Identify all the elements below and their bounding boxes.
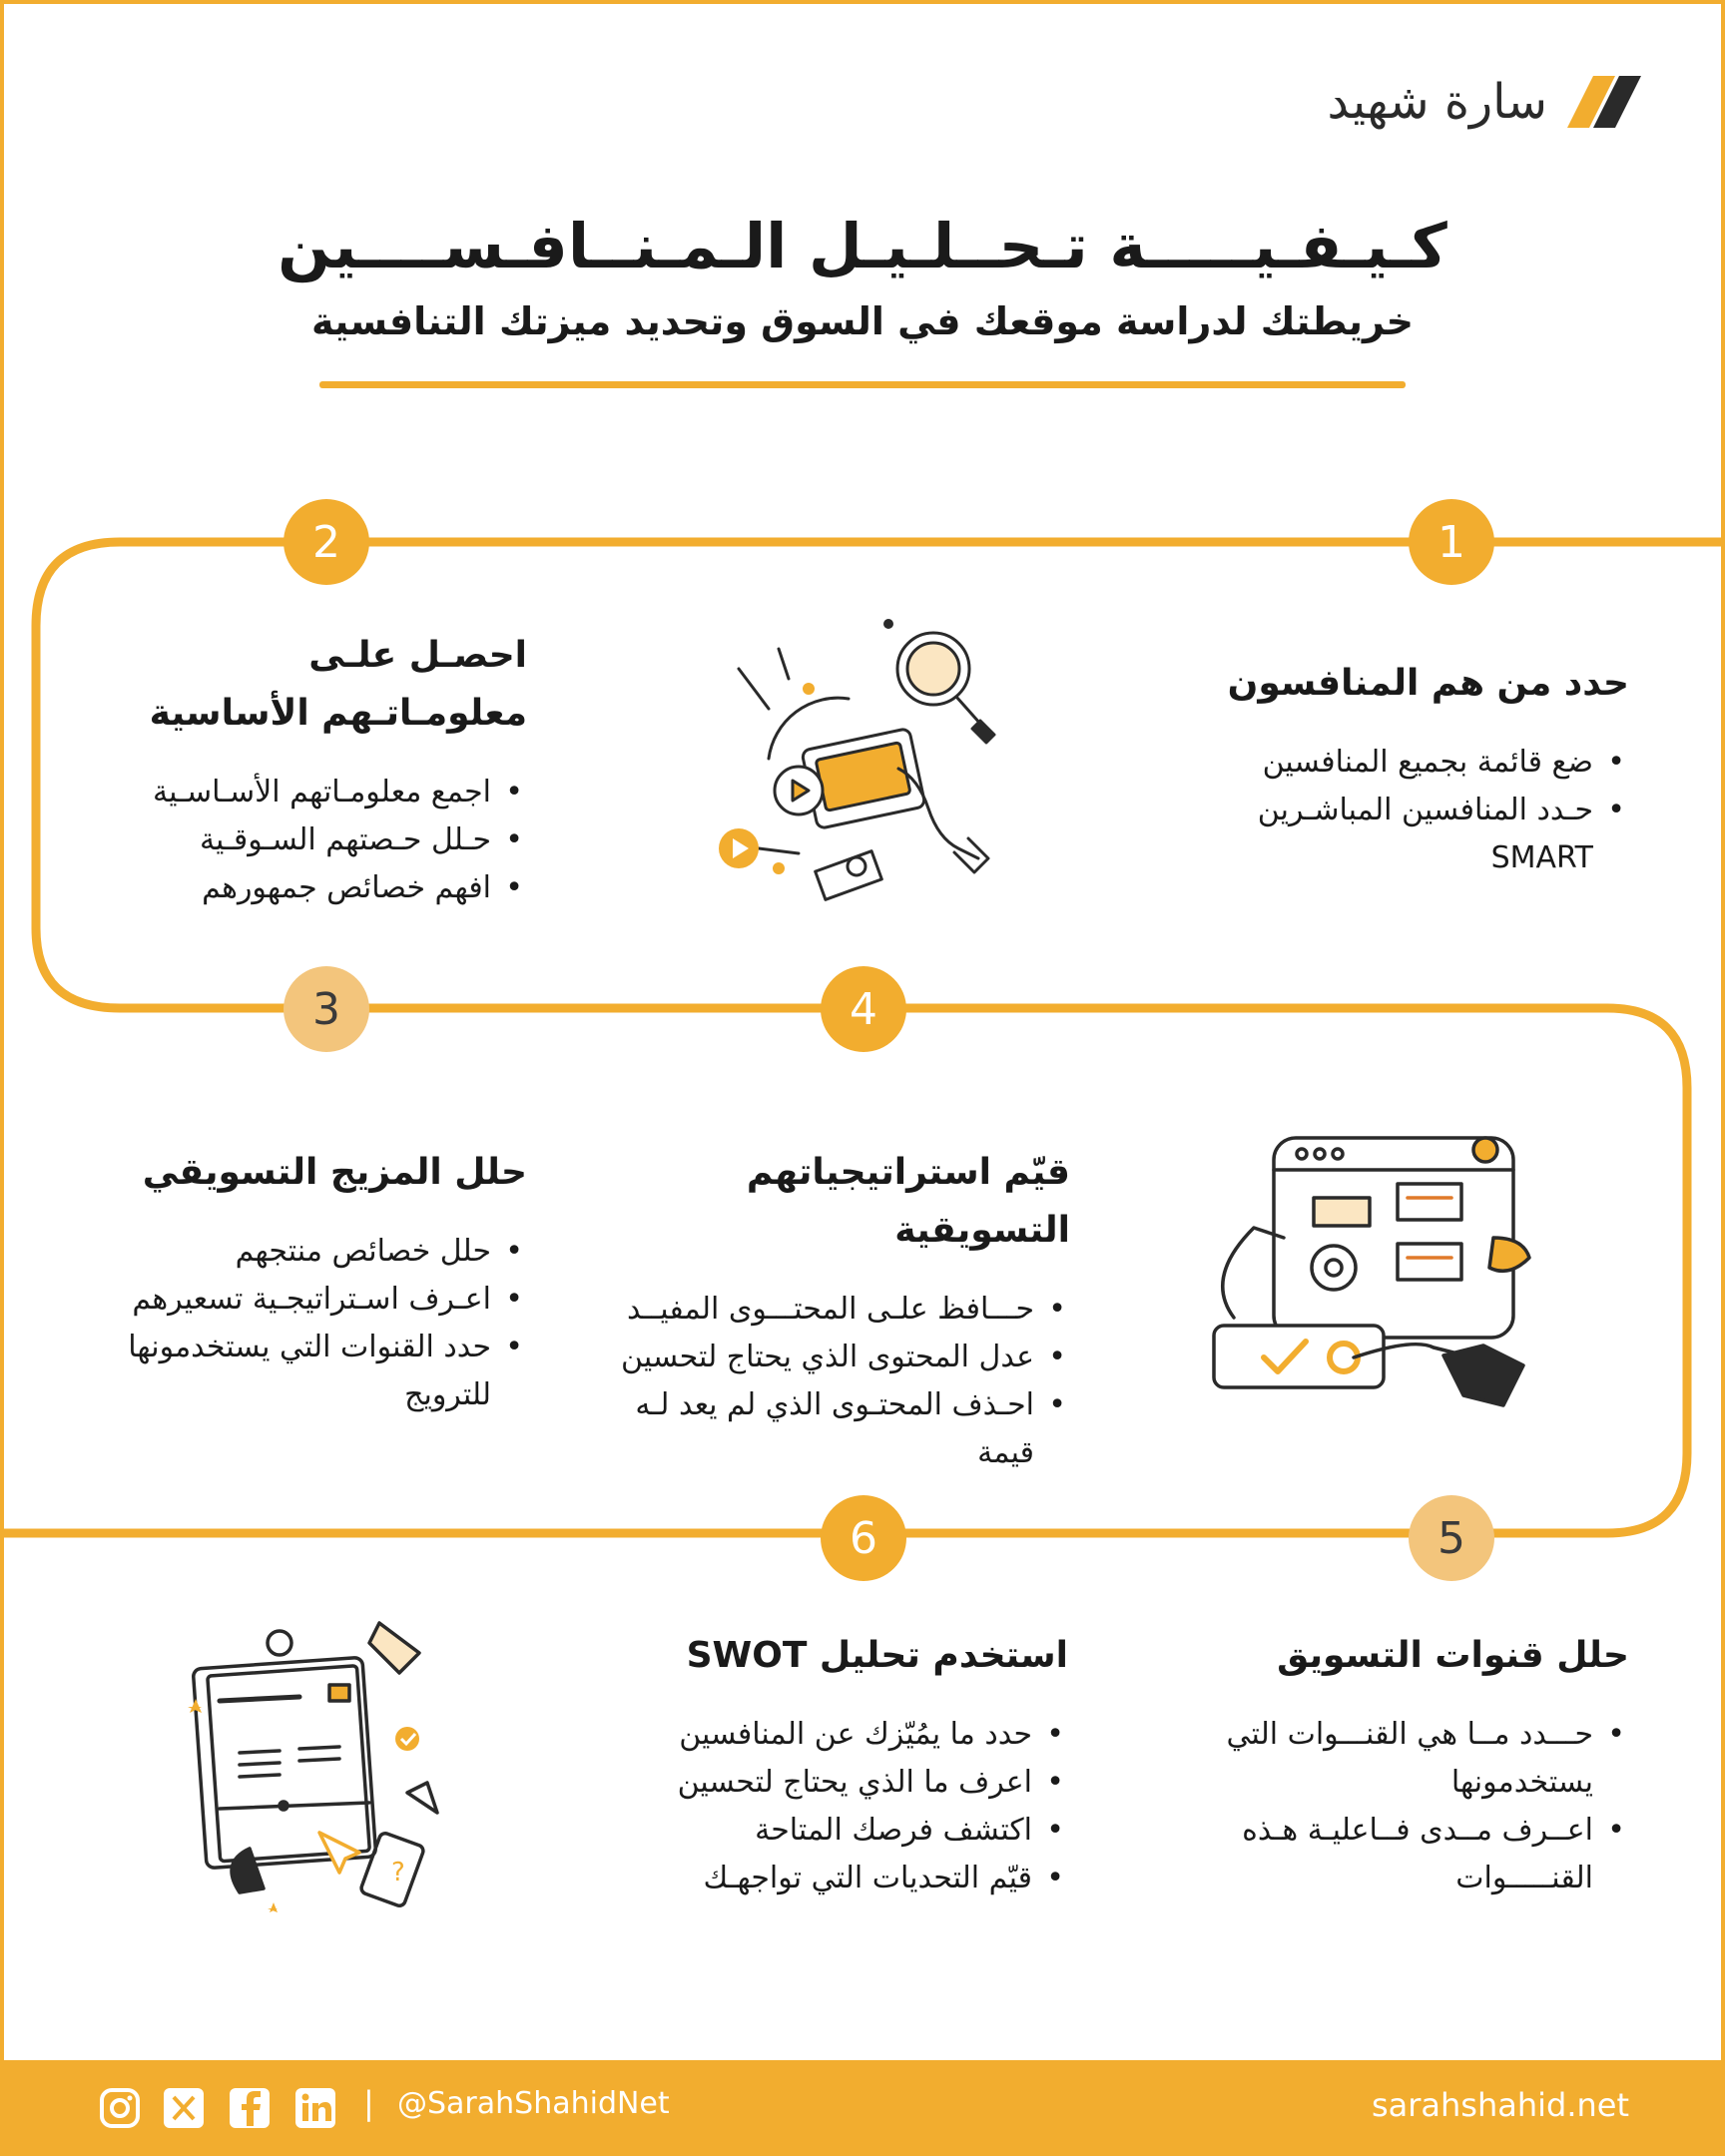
list-item: • حدد القنوات التي يستخدمونها للترويج	[72, 1324, 491, 1419]
step-1-badge: 1	[1409, 499, 1494, 585]
step-6-heading: استخدم تحليل SWOT	[686, 1635, 1068, 1676]
list-item: • اجمع معلومـاتهم الأسـاسـية	[92, 769, 491, 816]
research-illustration	[699, 609, 1028, 928]
footer-bar	[0, 2060, 1725, 2156]
step-5-section	[1200, 1627, 1629, 1902]
step-5-list	[1200, 1711, 1629, 1902]
linkedin-icon[interactable]	[293, 2086, 337, 2130]
list-item: • حـــدد مــا هي القنـــوات التي يستخدمونها	[1200, 1711, 1593, 1807]
list-item: • اكتشف فرصك المتاحة	[649, 1807, 1032, 1855]
instagram-icon[interactable]	[98, 2086, 142, 2130]
list-item: • قيّم التحديات التي تواجهـك	[649, 1855, 1032, 1902]
step-2-list	[92, 769, 527, 912]
list-item: • عدل المحتوى الذي يحتاج لتحسين	[581, 1334, 1034, 1381]
step-3-section	[72, 1144, 527, 1419]
step-4-badge: 4	[821, 966, 906, 1052]
list-item: • حـلل حـصتهم السـوقـية	[92, 816, 491, 864]
svg-text:?: ?	[391, 1858, 405, 1887]
list-item: • اعرف ما الذي يحتاج لتحسين	[649, 1759, 1032, 1807]
list-item: • حلل خصائص منتجهم	[72, 1228, 491, 1276]
list-item: • حـــافظ علـى المحتـــوى المفيــد	[581, 1286, 1034, 1334]
step-4-heading: قيّم استراتيجياتهم التسويقية	[746, 1152, 1070, 1251]
footer-separator: |	[363, 2084, 374, 2122]
swot-document-illustration	[180, 1613, 489, 1932]
list-item: • اعــرف مــدى فــاعليـة هـذه القنـــــوات	[1200, 1807, 1593, 1902]
list-item: • ضع قائمة بجميع المنافسين	[1170, 739, 1593, 787]
step-4-section	[581, 1144, 1070, 1477]
step-5-badge: 5	[1409, 1495, 1494, 1581]
step-6-section	[649, 1627, 1068, 1902]
strategy-dashboard-illustration	[1194, 1118, 1565, 1427]
social-handle[interactable]: @SarahShahidNet	[397, 2086, 670, 2121]
step-2-section	[92, 627, 527, 912]
step-5-heading: حلل قنوات التسويق	[1277, 1635, 1629, 1676]
step-6-badge: 6	[821, 1495, 906, 1581]
step-2-heading: احصـل علـى معلومـاتـهم الأساسية	[149, 635, 527, 734]
step-3-heading: حلل المزيج التسويقي	[142, 1152, 527, 1193]
page-subtitle: خريطتك لدراسة موقعك في السوق وتحديد ميزتك التنافسية	[311, 299, 1414, 343]
step-3-list	[72, 1228, 527, 1419]
step-1-list	[1170, 739, 1629, 882]
step-4-list	[581, 1286, 1070, 1477]
website-link[interactable]: sarahshahid.net	[1371, 2086, 1629, 2124]
page-title: كـيـفـيـــــة تـحــلـيـل الـمـنــافـســــين	[278, 210, 1447, 282]
step-3-badge: 3	[284, 966, 369, 1052]
list-item: • اعـرف اسـتراتيجـية تسعيرهم	[72, 1276, 491, 1324]
list-item: • احـذف المحتـوى الذي لم يعد لـه قيمة	[581, 1381, 1034, 1477]
x-icon[interactable]	[162, 2086, 206, 2130]
step-2-badge: 2	[284, 499, 369, 585]
brand-name: سارة شهيد	[1327, 74, 1547, 130]
step-6-list	[649, 1711, 1068, 1902]
list-item: • حدد ما يمُيّزك عن المنافسين	[649, 1711, 1032, 1759]
list-item: • افهم خصائص جمهورهم	[92, 864, 491, 912]
facebook-icon[interactable]	[228, 2086, 272, 2130]
step-1-heading: حدد من هم المنافسون	[1227, 663, 1629, 704]
step-1-section	[1170, 655, 1629, 882]
list-item: • حـدد المنافسين المباشـرين SMART	[1170, 787, 1593, 882]
